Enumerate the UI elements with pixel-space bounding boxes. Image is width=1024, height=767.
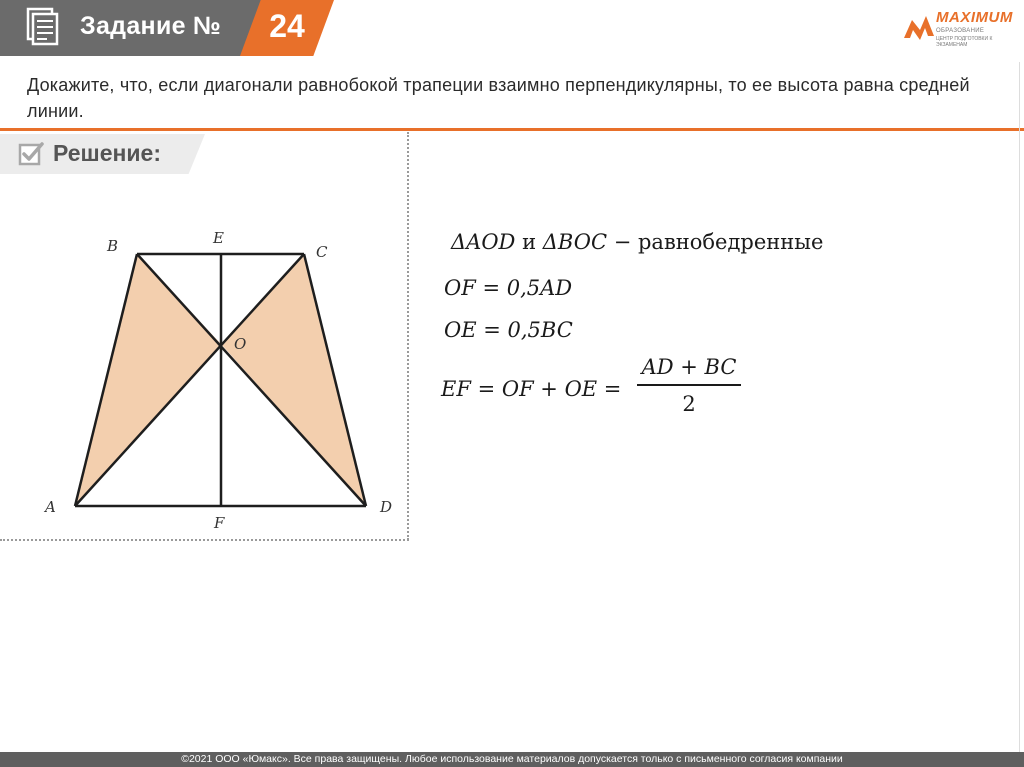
point-label-d: D [380,498,393,516]
point-label-b: B [107,237,119,255]
page-title: Задание № [80,12,222,40]
copyright-text: ©2021 ООО «Юмакс». Все права защищены. Любое использование материалов допускается только с письменного согласия компании [181,753,843,765]
triangle-dco-fill [221,254,366,506]
equation-oe: OE = 0,5BC [444,318,573,342]
slide-right-border [1019,62,1020,752]
triangle-boc: ΔBOC [542,230,608,254]
equation-of: OF = 0,5AD [444,276,573,300]
conjunction: и [515,230,543,254]
trapezoid-figure [0,0,420,560]
point-label-f: F [214,514,225,532]
point-label-o: O [234,335,247,353]
equation-isosceles [451,230,823,254]
point-label-c: C [316,243,328,261]
solution-label: Решение: [53,140,162,166]
point-label-e: E [213,229,224,247]
triangle-aod: ΔAOD [451,230,516,254]
logo-subtitle: ОБРАЗОВАНИЕ [936,28,985,34]
logo-tagline: ЦЕНТР ПОДГОТОВКИ К ЭКЗАМЕНАМ [936,36,993,48]
fraction-bar [637,384,741,386]
fraction-numerator: AD + BC [641,355,737,379]
task-statement: Докажите, что, если диагонали равнобокой трапеции взаимно перпендикулярны, то ее высота равна средней линии. [27,75,970,121]
fraction-denominator: 2 [682,392,696,416]
task-number: 24 [269,8,305,44]
triangle-abo-fill [75,254,221,506]
logo-text: MAXIMUM [936,9,1013,26]
point-label-a: A [45,498,56,516]
fraction [637,355,741,416]
isosceles-text: − равнобедренные [607,230,824,254]
equation-ef-left: EF = OF + OE = [441,377,622,401]
